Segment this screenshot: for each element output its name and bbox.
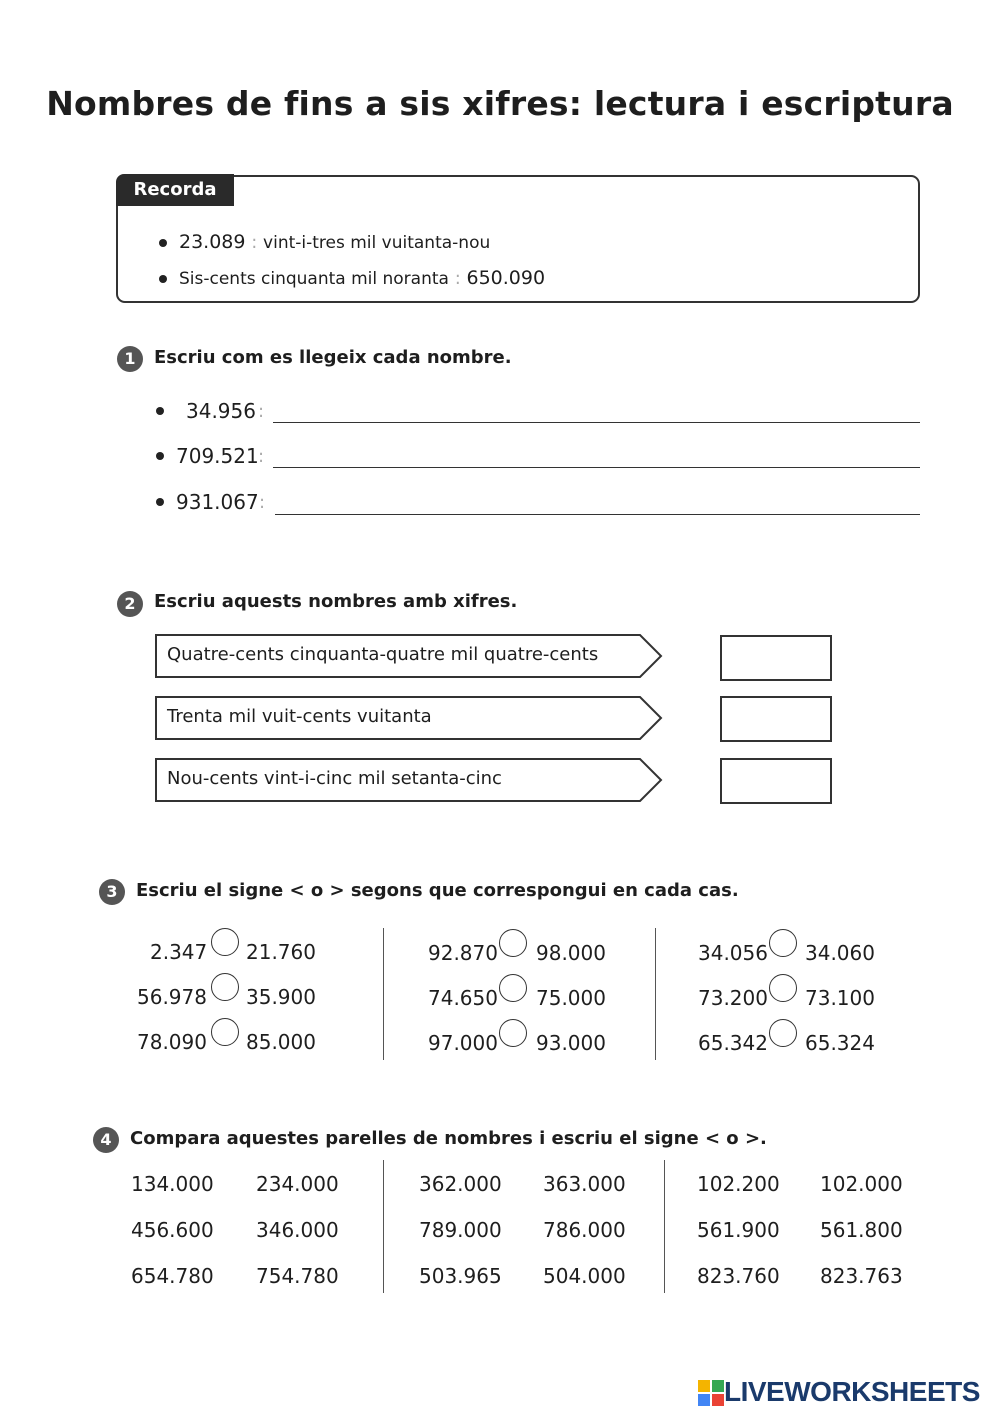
example-1-words: vint-i-tres mil vuitanta-nou [263,233,491,253]
q1-number-1: 34.956 [186,399,256,423]
sign-circle[interactable] [211,1018,239,1046]
sign-circle[interactable] [769,974,797,1002]
answer-line-2[interactable] [273,467,920,468]
liveworksheets-logo [698,1376,992,1410]
answer-box-2[interactable] [720,696,832,742]
q4-right-number: 823.763 [820,1264,903,1288]
q4-right-number: 363.000 [543,1172,626,1196]
sign-circle[interactable] [211,973,239,1001]
colon: : [258,401,265,422]
arrow-label-2: Trenta mil vuit-cents vuitanta [167,706,432,727]
number-words-arrow-1 [155,634,663,678]
column-divider [383,928,384,1060]
q4-left-number: 654.780 [131,1264,214,1288]
recorda-example-2 [179,267,545,289]
q3-left-number: 34.056 [698,941,768,965]
q4-right-number: 504.000 [543,1264,626,1288]
q4-left-number: 789.000 [419,1218,502,1242]
bullet-icon [159,275,167,283]
q3-right-number: 75.000 [536,986,606,1010]
bullet-icon [156,498,164,506]
q4-left-number: 503.965 [419,1264,502,1288]
q4-left-number: 134.000 [131,1172,214,1196]
sign-circle[interactable] [499,974,527,1002]
q4-left-number: 561.900 [697,1218,780,1242]
question-2-number: 2 [117,591,143,617]
q1-number-3: 931.067 [176,490,259,514]
column-divider [664,1160,665,1293]
question-1-number: 1 [117,346,143,372]
logo-icon [698,1380,724,1408]
sign-circle[interactable] [499,1019,527,1047]
recorda-label: Recorda [116,174,234,206]
q3-right-number: 21.760 [246,940,316,964]
q4-left-number: 823.760 [697,1264,780,1288]
q4-right-number: 561.800 [820,1218,903,1242]
q4-left-number: 102.200 [697,1172,780,1196]
q1-number-2: 709.521 [176,444,259,468]
answer-line-3[interactable] [275,514,920,515]
q3-right-number: 98.000 [536,941,606,965]
bullet-icon [156,407,164,415]
q3-left-number: 2.347 [150,940,208,964]
colon: : [454,268,461,289]
answer-line-1[interactable] [273,422,920,423]
column-divider [383,1160,384,1293]
page-title: Nombres de fins a sis xifres: lectura i escriptura [46,84,954,123]
question-4-text: Compara aquestes parelles de nombres i escriu el signe < o >. [130,1128,767,1149]
q3-left-number: 92.870 [428,941,498,965]
question-3-number: 3 [99,879,125,905]
bullet-icon [159,239,167,247]
arrow-label-3: Nou-cents vint-i-cinc mil setanta-cinc [167,768,502,789]
question-3-text: Escriu el signe < o > segons que correspongui en cada cas. [136,880,739,901]
column-divider [655,928,656,1060]
colon: : [258,446,265,467]
q4-left-number: 456.600 [131,1218,214,1242]
q3-right-number: 73.100 [805,986,875,1010]
colon: : [251,232,258,253]
number-words-arrow-2 [155,696,663,740]
arrow-label-1: Quatre-cents cinquanta-quatre mil quatre-cents [167,644,599,665]
question-1-text: Escriu com es llegeix cada nombre. [154,347,512,368]
sign-circle[interactable] [769,929,797,957]
logo-text: LIVEWORKSHEETS [724,1376,980,1407]
example-2-number: 650.090 [466,267,546,289]
q3-right-number: 65.324 [805,1031,875,1055]
q3-right-number: 85.000 [246,1030,316,1054]
number-words-arrow-3 [155,758,663,802]
q3-right-number: 34.060 [805,941,875,965]
q3-left-number: 73.200 [698,986,768,1010]
colon: : [259,492,266,513]
recorda-example-1 [179,231,490,253]
question-2-text: Escriu aquests nombres amb xifres. [154,591,518,612]
example-1-number: 23.089 [179,231,246,253]
answer-box-1[interactable] [720,635,832,681]
q4-right-number: 346.000 [256,1218,339,1242]
q4-right-number: 102.000 [820,1172,903,1196]
answer-box-3[interactable] [720,758,832,804]
example-2-words: Sis-cents cinquanta mil noranta [179,269,449,289]
question-4-number: 4 [93,1127,119,1153]
q3-left-number: 65.342 [698,1031,768,1055]
sign-circle[interactable] [499,929,527,957]
q3-left-number: 74.650 [428,986,498,1010]
q4-left-number: 362.000 [419,1172,502,1196]
q3-left-number: 78.090 [137,1030,207,1054]
q4-right-number: 234.000 [256,1172,339,1196]
q3-right-number: 93.000 [536,1031,606,1055]
q4-right-number: 754.780 [256,1264,339,1288]
q3-right-number: 35.900 [246,985,316,1009]
bullet-icon [156,452,164,460]
q4-right-number: 786.000 [543,1218,626,1242]
q3-left-number: 97.000 [428,1031,498,1055]
q3-left-number: 56.978 [137,985,207,1009]
sign-circle[interactable] [211,928,239,956]
sign-circle[interactable] [769,1019,797,1047]
